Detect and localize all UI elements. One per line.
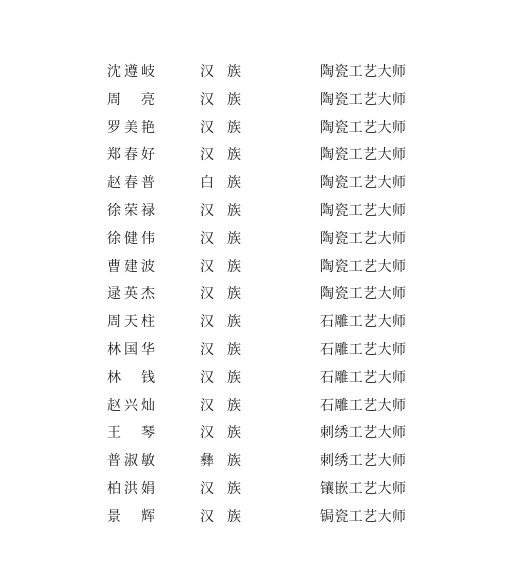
list-row xyxy=(0,504,521,532)
craft-title: 陶瓷工艺大师 xyxy=(320,258,406,275)
ethnicity: 白 族 xyxy=(200,175,241,192)
list-row xyxy=(0,254,521,282)
craft-title: 石雕工艺大师 xyxy=(320,369,406,386)
person-name: 周天柱 xyxy=(107,314,155,331)
craft-title: 刺绣工艺大师 xyxy=(320,453,406,470)
ethnicity: 汉 族 xyxy=(200,508,241,525)
person-name: 郑春好 xyxy=(107,147,155,164)
ethnicity: 汉 族 xyxy=(200,397,241,414)
ethnicity: 汉 族 xyxy=(200,230,241,247)
craft-title: 陶瓷工艺大师 xyxy=(320,147,406,164)
person-name: 沈遵岐 xyxy=(107,64,155,80)
craft-title: 锔瓷工艺大师 xyxy=(320,508,406,525)
list-row xyxy=(0,309,521,337)
ethnicity: 汉 族 xyxy=(200,258,241,275)
ethnicity: 汉 族 xyxy=(200,202,241,219)
person-name: 景 辉 xyxy=(107,508,155,525)
list-row xyxy=(0,226,521,254)
person-name: 徐荣禄 xyxy=(107,202,155,219)
craft-title: 陶瓷工艺大师 xyxy=(320,64,406,80)
ethnicity: 汉 族 xyxy=(200,425,241,442)
craft-title: 陶瓷工艺大师 xyxy=(320,91,406,108)
ethnicity: 汉 族 xyxy=(200,369,241,386)
ethnicity: 汉 族 xyxy=(200,480,241,497)
person-name: 周 亮 xyxy=(107,91,155,108)
list-row xyxy=(0,393,521,421)
craft-title: 石雕工艺大师 xyxy=(320,314,406,331)
person-name: 柏洪娟 xyxy=(107,480,155,497)
list-row xyxy=(0,337,521,365)
list-row xyxy=(0,476,521,504)
person-name: 林国华 xyxy=(107,341,155,358)
person-name: 林 钱 xyxy=(107,369,155,386)
master-list xyxy=(0,59,521,532)
craft-title: 陶瓷工艺大师 xyxy=(320,230,406,247)
list-row xyxy=(0,115,521,143)
person-name: 徐健伟 xyxy=(107,230,155,247)
ethnicity: 彝 族 xyxy=(200,453,241,470)
person-name: 普淑敏 xyxy=(107,453,155,470)
ethnicity: 汉 族 xyxy=(200,119,241,136)
list-row xyxy=(0,59,521,87)
craft-title: 陶瓷工艺大师 xyxy=(320,202,406,219)
ethnicity: 汉 族 xyxy=(200,341,241,358)
ethnicity: 汉 族 xyxy=(200,314,241,331)
craft-title: 刺绣工艺大师 xyxy=(320,425,406,442)
person-name: 逯英杰 xyxy=(107,286,155,303)
craft-title: 石雕工艺大师 xyxy=(320,397,406,414)
list-row xyxy=(0,198,521,226)
ethnicity: 汉 族 xyxy=(200,91,241,108)
craft-title: 陶瓷工艺大师 xyxy=(320,175,406,192)
list-row xyxy=(0,281,521,309)
person-name: 赵兴灿 xyxy=(107,397,155,414)
list-row xyxy=(0,87,521,115)
list-row xyxy=(0,365,521,393)
list-row xyxy=(0,170,521,198)
list-row xyxy=(0,142,521,170)
craft-title: 陶瓷工艺大师 xyxy=(320,119,406,136)
craft-title: 陶瓷工艺大师 xyxy=(320,286,406,303)
craft-title: 石雕工艺大师 xyxy=(320,341,406,358)
person-name: 王 琴 xyxy=(107,425,155,442)
list-row xyxy=(0,420,521,448)
person-name: 赵春普 xyxy=(107,175,155,192)
ethnicity: 汉 族 xyxy=(200,147,241,164)
craft-title: 镶嵌工艺大师 xyxy=(320,480,406,497)
ethnicity: 汉 族 xyxy=(200,286,241,303)
person-name: 曹建波 xyxy=(107,258,155,275)
person-name: 罗美艳 xyxy=(107,119,155,136)
ethnicity: 汉 族 xyxy=(200,64,241,80)
list-row xyxy=(0,448,521,476)
